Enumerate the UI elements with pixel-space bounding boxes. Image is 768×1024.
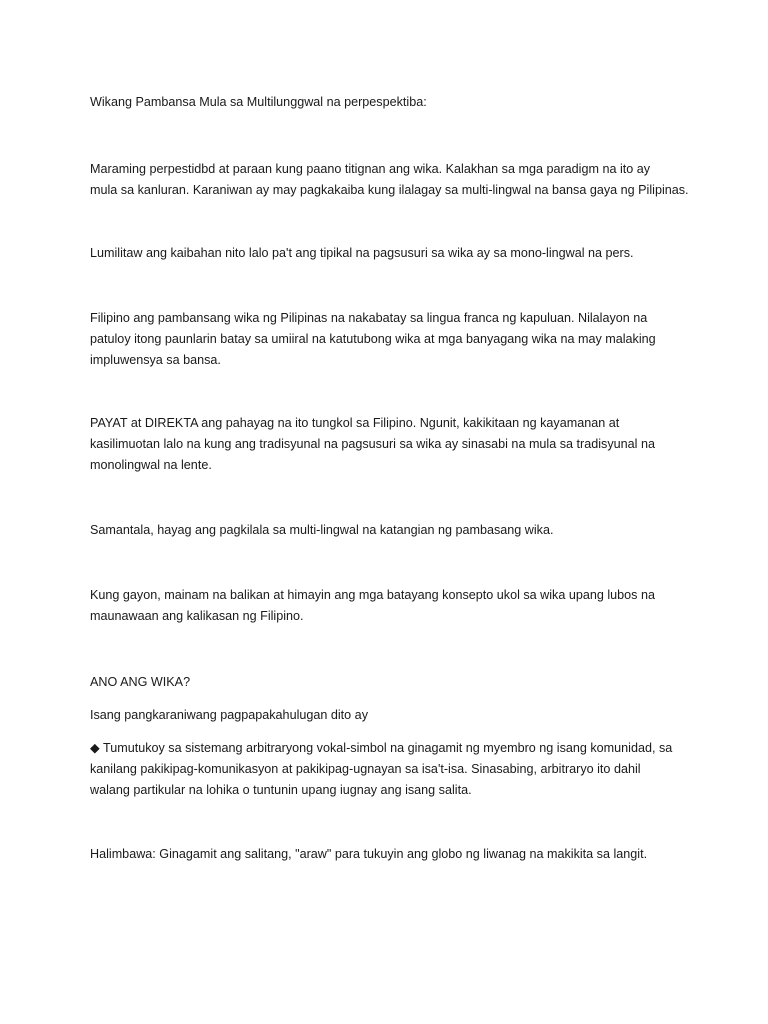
paragraph-line: walang partikular na lohika o tuntunin upang iugnay ang isang salita. xyxy=(90,783,472,797)
bullet-text: Tumutukoy sa sistemang arbitraryong vokal-simbol na ginagamit ng myembro ng isang komunidad, sa xyxy=(102,741,673,755)
paragraph-5 xyxy=(90,520,690,541)
example-text: Halimbawa: Ginagamit ang salitang, "araw" para tukuyin ang globo ng liwanag na makikita sa langit. xyxy=(90,847,648,861)
paragraph-line: mula sa kanluran. Karaniwan ay may pagkakaiba kung ilalagay sa multi-lingwal na bansa gaya ng Pilipinas. xyxy=(90,183,689,197)
paragraph-line: monolingwal na lente. xyxy=(90,458,212,472)
paragraph-line: kanilang pakikipag-komunikasyon at pakikipag-ugnayan sa isa't-isa. Sinasabing, arbitraryo ito dahil xyxy=(90,762,641,776)
paragraph-2 xyxy=(90,243,690,264)
paragraph-1 xyxy=(90,159,690,201)
paragraph-line: impluwensya sa bansa. xyxy=(90,353,221,367)
intro-text: Isang pangkaraniwang pagpapakahulugan dito ay xyxy=(90,708,368,722)
section-heading: ANO ANG WIKA? xyxy=(90,675,191,689)
diamond-bullet-icon: ◆ xyxy=(90,741,100,755)
bullet-line-1 xyxy=(90,738,690,759)
paragraph-line: patuloy itong paunlarin batay sa umiiral na katutubong wika at mga banyagang wika na may malaking xyxy=(90,332,656,346)
bullet-item xyxy=(90,738,690,801)
paragraph-4 xyxy=(90,413,690,476)
paragraph-line: PAYAT at DIREKTA ang pahayag na ito tungkol sa Filipino. Ngunit, kakikitaan ng kayamanan at xyxy=(90,416,620,430)
paragraph-line: Kung gayon, mainam na balikan at himayin ang mga batayang konsepto ukol sa wika upang lubos na xyxy=(90,588,655,602)
document-title: Wikang Pambansa Mula sa Multilunggwal na perpespektiba: xyxy=(90,95,427,109)
paragraph-line: Maraming perpestidbd at paraan kung paano titignan ang wika. Kalakhan sa mga paradigm na ito ay xyxy=(90,162,651,176)
paragraph-line: Lumilitaw ang kaibahan nito lalo pa't ang tipikal na pagsusuri sa wika ay sa mono-lingwal na pers. xyxy=(90,246,634,260)
paragraph-line: Filipino ang pambansang wika ng Pilipinas na nakabatay sa lingua franca ng kapuluan. Nilalayon na xyxy=(90,311,648,325)
paragraph-3 xyxy=(90,308,690,371)
paragraph-line: maunawaan ang kalikasan ng Filipino. xyxy=(90,609,304,623)
paragraph-6 xyxy=(90,585,690,627)
paragraph-line: kasilimuotan lalo na kung ang tradisyunal na pagsusuri sa wika ay sinasabi na mula sa tradisyunal na xyxy=(90,437,655,451)
paragraph-line: Samantala, hayag ang pagkilala sa multi-lingwal na katangian ng pambasang wika. xyxy=(90,523,554,537)
